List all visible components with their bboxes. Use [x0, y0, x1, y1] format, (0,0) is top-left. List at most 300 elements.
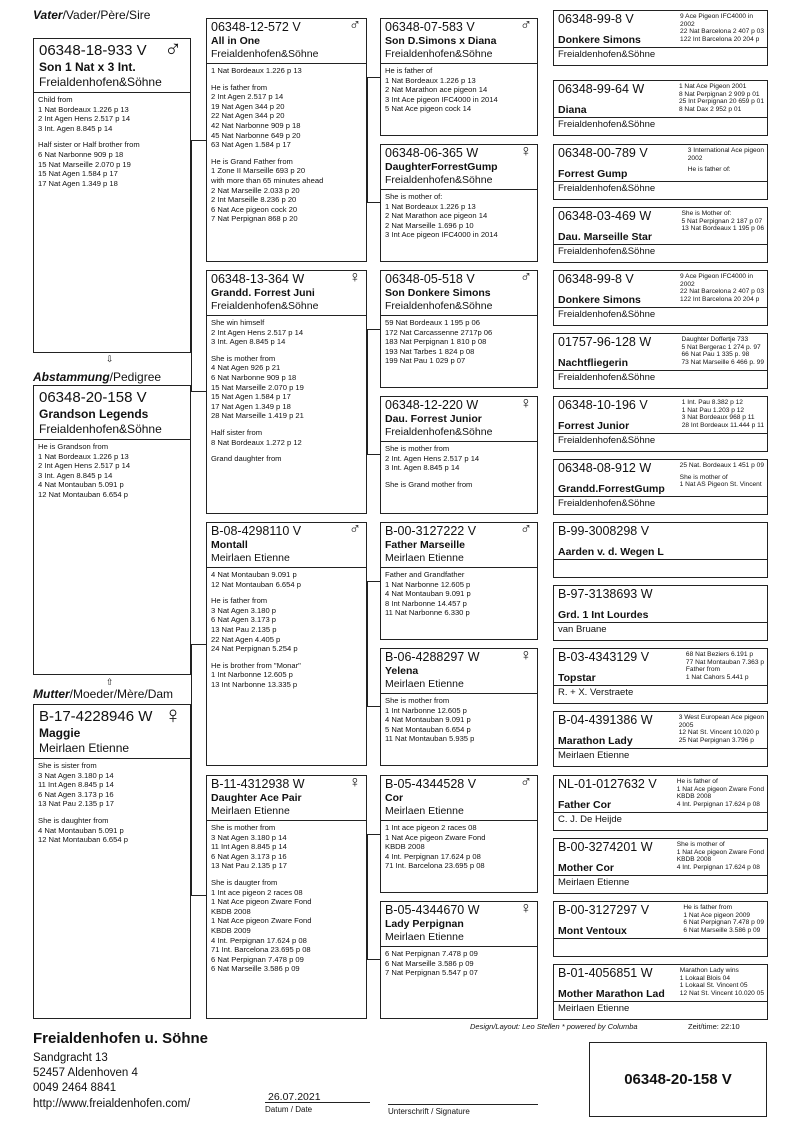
note-line: 3 Int. Agen 8.845 p 14 [38, 123, 113, 133]
mother-ring-number: B-17-4228946 W [39, 708, 153, 725]
note-line: 4 Nat Montauban 5.091 p [38, 480, 124, 490]
note-line: KBDB 2008 [676, 856, 712, 864]
female-icon: ♀ [520, 144, 532, 160]
note-line: She is mother of: [385, 192, 443, 201]
father-ring-number: 06348-18-933 V [39, 42, 147, 59]
note-line: 4 Int. Perpignan 17.624 p 08 [676, 863, 760, 871]
note-line: 4 Nat Montauban 9.091 p [385, 715, 471, 725]
mother-name: Maggie [39, 726, 81, 740]
ring-number: NL-01-0127632 V [558, 777, 657, 791]
note-line: 2 Nat Marseille 2.033 p 20 [211, 185, 300, 195]
female-icon: ♀ [164, 704, 182, 729]
note-line: She is mother from [385, 444, 450, 453]
ring-number: 01757-96-128 W [558, 335, 652, 349]
note-line: 3 Int Ace pigeon IFC4000 in 2014 [385, 230, 498, 240]
note-line: 2002 [680, 20, 695, 28]
breeder-name: R. + X. Verstraete [554, 685, 767, 699]
card-header [207, 19, 366, 64]
note-line: 68 Nat Beziers 6.191 p [685, 651, 753, 658]
father-notes [34, 93, 190, 190]
note-line: 1 Nat Bordeaux 1.226 p 13 [38, 451, 129, 461]
note-line: 3 Nat Bordeaux 968 p 11 [681, 414, 755, 422]
note-line: 17 Nat Agen 1.349 p 18 [211, 401, 291, 411]
grandparent-card [206, 270, 367, 514]
ring-number: 06348-06-365 W [385, 146, 479, 160]
note-line: He is Grand Father from [211, 156, 293, 166]
ring-number: B-00-3274201 W [558, 840, 653, 854]
ring-number: 06348-99-64 W [558, 82, 645, 96]
card-header [554, 586, 767, 637]
side-notes [683, 904, 764, 934]
note-line: 15 Nat Agen 1.584 p 17 [211, 392, 291, 402]
breeder-name: Meirlaen Etienne [385, 805, 464, 817]
note-line: 71 Int. Barcelona 23.695 p 08 [385, 861, 485, 871]
breeder-name: Freialdenhofen&Söhne [554, 370, 767, 384]
note-line: 25 Int Perpignan 20 659 p 01 [678, 98, 764, 106]
ring-number: 06348-99-8 V [558, 272, 634, 286]
connector-line [367, 834, 380, 960]
ancestor-card [553, 522, 768, 578]
breeder-name: Freialdenhofen&Söhne [211, 300, 319, 312]
note-line: 183 Nat Perpignan 1 810 p 08 [385, 337, 487, 347]
note-line: Marathon Lady wins [679, 967, 739, 974]
note-line: 1 Lokaal St. Vincent 05 [679, 982, 748, 990]
note-line: 1 Nat Ace pigeon 2009 [683, 911, 751, 919]
note-line: 1 Nat Ace Pigeon 2001 [678, 83, 747, 90]
note-line: 6 Nat Marseille 3.586 p 09 [683, 926, 761, 934]
ancestor-card [553, 964, 768, 1020]
side-notes [677, 841, 764, 871]
note-line: 6 Nat Agen 3.173 p 16 [211, 851, 287, 861]
father-breeder: Freialdenhofen&Söhne [39, 75, 162, 89]
note-line: 3 International Ace pigeon [687, 147, 764, 154]
note-line: 15 Nat Agen 1.584 p 17 [38, 169, 118, 179]
mother-breeder: Meirlaen Etienne [39, 741, 130, 755]
note-line: He is father of [676, 778, 718, 785]
breeder-name: Freialdenhofen&Söhne [554, 496, 767, 510]
note-line: 4 Int. Perpignan 17.624 p 08 [211, 935, 307, 945]
note-line: 1 Nat Ace pigeon Zware Fond [385, 832, 486, 842]
note-line: 5 Nat Montauban 6.654 p [385, 724, 471, 734]
note-line: She is Mother of: [681, 210, 732, 217]
ancestor-card [553, 10, 768, 66]
pedigree-card [33, 385, 191, 675]
ancestor-card [553, 396, 768, 452]
note-line: He is father of: [687, 166, 731, 174]
note-line: 22 Nat Agen 344 p 20 [211, 111, 285, 121]
note-line: 2 Int. Agen Hens 2.517 p 14 [385, 453, 480, 463]
note-line: KBDB 2008 [385, 842, 425, 852]
breeder-name: Freialdenhofen&Söhne [554, 181, 767, 195]
card-notes [381, 568, 537, 620]
note-line: 12 Nat St. Vincent 10.020 05 [679, 989, 764, 997]
note-line: 28 Nat Marseille 1.419 p 21 [211, 411, 304, 421]
pigeon-name: Forrest Gump [558, 168, 628, 180]
grandparent-card [206, 18, 367, 262]
note-line: 45 Nat Narbonne 649 p 20 [211, 130, 301, 140]
breeder-name: van Bruane [554, 622, 767, 636]
card-header [381, 649, 537, 694]
card-notes [207, 568, 366, 692]
mother-card [33, 704, 191, 1019]
card-notes [207, 821, 366, 976]
breeder-name: Meirlaen Etienne [211, 805, 290, 817]
pedigree-role-label: Abstammung/Pedigree [33, 370, 162, 384]
breeder-name: Meirlaen Etienne [211, 552, 290, 564]
note-line: 8 Nat Bordeaux 1.272 p 12 [211, 437, 302, 447]
father-card [33, 38, 191, 353]
pigeon-name: Dau. Marseille Star [558, 231, 652, 243]
grandparent-card [206, 775, 367, 1019]
card-header [554, 523, 767, 561]
note-line: 1 Int. Pau 8.382 p 12 [681, 399, 743, 406]
pedigree-ring-number: 06348-20-158 V [39, 389, 147, 406]
note-line: 7 Nat Perpignan 5.547 p 07 [385, 968, 478, 978]
note-line: 3 Nat Agen 3.180 p 14 [211, 832, 287, 842]
note-line: 8 Nat Dax 2 952 p 01 [678, 105, 742, 113]
ancestor-card [553, 270, 768, 326]
breeder-name: Meirlaen Etienne [385, 931, 464, 943]
ring-number: 06348-13-364 W [211, 272, 305, 286]
pedigree-breeder: Freialdenhofen&Söhne [39, 422, 162, 436]
pigeon-name: Mother Marathon Lad [558, 988, 665, 1000]
note-line: 122 Int Barcelona 20 204 p [680, 295, 760, 303]
side-notes [679, 714, 764, 744]
note-line: She is mother of [676, 841, 725, 848]
note-line: 172 Nat Carcassenne 2717p 06 [385, 327, 493, 337]
ring-number: B-00-3127222 V [385, 524, 477, 538]
pigeon-name: Father Marseille [385, 539, 465, 551]
arrow-up-icon: ⇧ [106, 677, 114, 687]
note-line: 6 Nat Marseille 3.586 p 09 [211, 964, 300, 974]
female-icon: ♀ [520, 396, 532, 412]
note-line: 1 Nat Ace pigeon Zware Fond [211, 897, 312, 907]
pigeon-name: Cor [385, 792, 404, 804]
note-line [38, 809, 186, 816]
note-line: 1 Int Narbonne 12.605 p [385, 705, 467, 715]
great-grandparent-card [380, 775, 538, 893]
note-line: 5 Nat Perpignan 2 187 p 07 [681, 217, 763, 225]
note-line: 2 Int Agen Hens 2.517 p 14 [38, 461, 131, 471]
note-line: 13 Int Narbonne 13.335 p [211, 679, 298, 689]
breeder-name [554, 559, 767, 560]
pigeon-name: Donkere Simons [558, 294, 641, 306]
male-icon: ♂ [349, 522, 361, 538]
ancestor-card [553, 838, 768, 894]
note-line: 2 Nat Marathon ace pigeon 14 [385, 211, 488, 221]
note-line: KBDB 2008 [676, 793, 712, 801]
connector-line [367, 581, 380, 707]
note-line: 2002 [687, 154, 703, 162]
note-line: 13 Nat Bordeaux 1 195 p 06 [681, 225, 764, 233]
note-line: 77 Nat Montauban 7.363 p [685, 658, 764, 666]
address-line: 52457 Aldenhoven 4 [33, 1067, 138, 1079]
note-line: 4 Nat Montauban 9.091 p [385, 589, 471, 599]
great-grandparent-card [380, 648, 538, 766]
note-line: 1 Nat Ace pigeon Zware Fond [211, 916, 312, 926]
side-notes [682, 210, 764, 233]
note-line: 4 Nat Montauban 5.091 p [38, 825, 124, 835]
note-line: Half sister or Half brother from [38, 140, 140, 150]
note-line: 66 Nat Pau 1 335 p. 98 [681, 351, 750, 359]
card-notes [381, 442, 537, 491]
note-line: 2005 [678, 721, 694, 729]
note-line: KBDB 2009 [211, 925, 251, 935]
grandparent-card [206, 522, 367, 766]
note-line: 1 Nat Cahors 5.441 p [685, 673, 749, 681]
ring-number: B-03-4343129 V [558, 650, 650, 664]
ring-number: 06348-05-518 V [385, 272, 475, 286]
breeder-name: Freialdenhofen&Söhne [554, 47, 767, 61]
note-line: 22 Nat Barcelona 2 407 p 03 [680, 288, 764, 296]
ring-number: 06348-00-789 V [558, 146, 648, 160]
breeder-name: Freialdenhofen&Söhne [385, 426, 493, 438]
great-grandparent-card [380, 18, 538, 136]
pigeon-name: Grandd.ForrestGump [558, 483, 665, 495]
note-line: 5 Nat Ace pigeon cock 14 [385, 104, 472, 114]
note-line: 11 Nat Montauban 5.935 p [385, 734, 475, 744]
card-notes [381, 64, 537, 116]
note-line: 1 Nat Pau 1.203 p 12 [681, 406, 745, 414]
side-notes [680, 967, 764, 997]
ring-number: 06348-12-220 W [385, 398, 479, 412]
ring-number: 06348-03-469 W [558, 209, 652, 223]
ancestor-card [553, 459, 768, 515]
card-header [381, 902, 537, 947]
note-line: 6 Nat Narbonne 909 p 18 [38, 149, 124, 159]
note-line: 59 Nat Bordeaux 1 195 p 06 [385, 318, 480, 327]
breeder-name: Freialdenhofen&Söhne [385, 300, 493, 312]
note-line: 12 Nat Montauban 6.654 p [38, 835, 128, 845]
card-header [381, 271, 537, 316]
great-grandparent-card [380, 522, 538, 640]
father-role-label: Vater/Vader/Père/Sire [33, 8, 151, 22]
card-notes [381, 947, 537, 980]
note-line: 9 Ace Pigeon IFC4000 in [680, 13, 753, 20]
note-line: 1 Nat Ace pigeon Zware Fond [676, 785, 764, 793]
pigeon-name: Son Donkere Simons [385, 287, 491, 299]
connector-line [367, 329, 380, 455]
note-line: 4 Nat Montauban 9.091 p [211, 570, 297, 579]
pigeon-name: Nachtfliegerin [558, 357, 629, 369]
pedigree-header [34, 386, 190, 440]
note-line: 1 Int ace pigeon 2 races 08 [385, 823, 477, 832]
breeder-name [554, 938, 767, 939]
ring-number: 06348-10-196 V [558, 398, 648, 412]
connector-line [191, 644, 206, 896]
ring-number: B-99-3008298 V [558, 524, 650, 538]
female-icon: ♀ [520, 901, 532, 917]
ring-number: B-04-4391386 W [558, 713, 653, 727]
note-line: He is Grandson from [38, 442, 109, 451]
print-date: 26.07.2021 [268, 1091, 321, 1103]
great-grandparent-card [380, 901, 538, 1019]
date-label: Datum / Date [265, 1102, 370, 1114]
breeder-name: Freialdenhofen&Söhne [385, 48, 493, 60]
side-notes [680, 273, 764, 303]
side-notes [677, 778, 764, 808]
note-line: 1 Lokaal Blois 04 [679, 974, 731, 982]
note-line: 2 Nat Marathon ace pigeon 14 [385, 85, 488, 95]
note-line: 13 Nat Pau 2.135 p 17 [38, 799, 114, 809]
card-header [381, 523, 537, 568]
note-line: He is father from [211, 596, 268, 606]
side-notes [686, 651, 764, 681]
male-icon: ♂ [520, 18, 532, 34]
note-line: 24 Nat Perpignan 5.254 p [211, 644, 298, 654]
note-line: 8 Nat Perpignan 2 909 p 01 [678, 90, 760, 98]
note-line: 3 Int. Agen 8.845 p 14 [385, 463, 460, 473]
note-line: 1 Zone II Marseille 693 p 20 [211, 166, 306, 176]
pigeon-name: Mont Ventoux [558, 925, 627, 937]
female-icon: ♀ [520, 648, 532, 664]
pigeon-name: Donkere Simons [558, 34, 641, 46]
note-line: She is sister from [38, 761, 97, 770]
great-grandparent-card [380, 144, 538, 262]
ring-number: B-05-4344528 V [385, 777, 477, 791]
note-line: She is Grand mother from [385, 479, 473, 489]
ring-number: B-01-4056851 W [558, 966, 653, 980]
note-line: 6 Nat Perpignan 7.478 p 09 [385, 949, 478, 958]
note-line: He is father from [211, 82, 268, 92]
loft-name: Freialdenhofen u. Söhne [33, 1030, 209, 1047]
note-line: Grand daughter from [211, 454, 282, 464]
side-notes [682, 399, 764, 429]
note-line: Half sister from [211, 427, 263, 437]
ancestor-card [553, 711, 768, 767]
female-icon: ♀ [349, 775, 361, 791]
note-line: 2002 [680, 280, 695, 288]
pigeon-name: Marathon Lady [558, 735, 633, 747]
note-line: 1 Nat Ace pigeon Zware Fond [676, 848, 764, 856]
male-icon: ♂ [520, 775, 532, 791]
note-line: 1 Nat Bordeaux 1.226 p 13 [385, 75, 476, 85]
pigeon-name: Aarden v. d. Wegen L [558, 546, 664, 558]
note-line: 6 Nat Perpignan 7.478 p 09 [211, 954, 304, 964]
note-line: 22 Nat Agen 4.405 p [211, 634, 281, 644]
note-line: 19 Nat Agen 344 p 20 [211, 101, 285, 111]
connector-line [367, 77, 380, 203]
male-icon: ♂ [520, 522, 532, 538]
note-line: Father from [685, 666, 720, 674]
side-notes [682, 336, 764, 366]
note-line: She is daughter from [38, 815, 109, 825]
note-line: She win himself [211, 318, 265, 327]
connector-line [191, 140, 206, 392]
note-line: 3 Nat Agen 3.180 p 14 [38, 770, 114, 780]
note-line: 193 Nat Tarbes 1 824 p 08 [385, 346, 475, 356]
note-line: 42 Nat Narbonne 909 p 18 [211, 120, 301, 130]
breeder-name: Freialdenhofen&Söhne [385, 174, 493, 186]
pigeon-name: All in One [211, 35, 261, 47]
pigeon-name: Daughter Ace Pair [211, 792, 302, 804]
note-line: 1 Int ace pigeon 2 races 08 [211, 887, 303, 897]
note-line: 1 Nat Bordeaux 1.226 p 13 [385, 201, 476, 211]
card-notes [381, 190, 537, 242]
ancestor-card [553, 207, 768, 263]
card-header [381, 19, 537, 64]
note-line: She is mother from [211, 823, 276, 832]
pedigree-ring-box: 06348-20-158 V [589, 1042, 767, 1117]
note-line: 2 Int Agen Hens 2.517 p 14 [211, 327, 304, 337]
ancestor-card [553, 775, 768, 831]
note-line: 9 Ace Pigeon IFC4000 in [680, 273, 753, 280]
note-line [211, 871, 362, 878]
breeder-name: C. J. De Heijde [554, 812, 767, 826]
note-line: 11 Nat Narbonne 6.330 p [385, 608, 470, 618]
note-line [211, 347, 362, 354]
note-line: 22 Nat Barcelona 2 407 p 03 [680, 28, 764, 36]
breeder-name: Freialdenhofen&Söhne [554, 117, 767, 131]
note-line: 6 Nat Agen 3.173 p [211, 615, 277, 625]
note-line: KBDB 2008 [211, 906, 251, 916]
note-line: She is mother from [385, 696, 450, 705]
ring-number: B-06-4288297 W [385, 650, 480, 664]
note-line: 6 Nat Narbonne 909 p 18 [211, 372, 297, 382]
note-line: 6 Nat Perpignan 7.478 p 09 [683, 919, 764, 927]
arrow-down-icon: ⇩ [106, 354, 114, 364]
breeder-name: Freialdenhofen&Söhne [554, 433, 767, 447]
note-line: 1 Nat AS Pigeon St. Vincent [679, 481, 762, 489]
note-line [211, 654, 362, 661]
ring-number: 06348-07-583 V [385, 20, 475, 34]
note-line: 5 Nat Bergerac 1 274 p. 97 [681, 343, 761, 351]
pigeon-name: Yelena [385, 665, 419, 677]
note-line: 15 Nat Marseille 2.070 p 19 [211, 382, 304, 392]
note-line: 63 Nat Agen 1.584 p 17 [211, 140, 291, 150]
note-line: 12 Nat Montauban 6.654 p [211, 579, 301, 589]
father-name: Son 1 Nat x 3 Int. [39, 60, 136, 74]
website-link[interactable]: http://www.freialdenhofen.com/ [33, 1098, 191, 1110]
note-line: He is brother from "Monar" [211, 660, 301, 670]
note-line: 6 Nat Marseille 3.586 p 09 [385, 958, 474, 968]
address-line: Sandgracht 13 [33, 1052, 108, 1064]
card-notes [207, 64, 366, 226]
note-line: 13 Nat Pau 2.135 p 17 [211, 861, 287, 871]
note-line: with more than 65 minutes ahead [211, 175, 324, 185]
note-line: 25 Nat Perpignan 3.796 p [678, 736, 754, 744]
breeder-name: Freialdenhofen&Söhne [211, 48, 319, 60]
card-header [381, 776, 537, 821]
ancestor-card [553, 144, 768, 200]
male-icon: ♂ [520, 270, 532, 286]
note-line: She is mother from [211, 353, 276, 363]
note-line: 2 Int Agen Hens 2.517 p 14 [38, 114, 131, 124]
card-notes [381, 694, 537, 746]
female-icon: ♀ [349, 270, 361, 286]
note-line: 3 Int. Agen 8.845 p 14 [211, 337, 286, 347]
pigeon-name: Grd. 1 Int Lourdes [558, 609, 649, 621]
note-line: 3 Int Ace pigeon IFC4000 in 2014 [385, 94, 498, 104]
side-notes [688, 147, 764, 174]
note-line: 12 Nat St. Vincent 10.020 p [678, 729, 760, 737]
ancestor-card [553, 333, 768, 389]
breeder-name: Freialdenhofen&Söhne [554, 307, 767, 321]
note-line: 17 Nat Agen 1.349 p 18 [38, 178, 118, 188]
breeder-name: Meirlaen Etienne [385, 552, 464, 564]
breeder-name: Meirlaen Etienne [554, 875, 767, 889]
ancestor-card [553, 585, 768, 641]
note-line: Daughter Doffertje 733 [681, 336, 749, 343]
card-notes [381, 821, 537, 873]
card-header [207, 523, 366, 568]
pigeon-name: Father Cor [558, 799, 612, 811]
note-line: 11 Int Agen 8.845 p 14 [38, 780, 114, 790]
breeder-name: Meirlaen Etienne [554, 748, 767, 762]
note-line: 28 Int Bordeaux 11.444 p 11 [681, 421, 764, 429]
ring-number: B-97-3138693 W [558, 587, 653, 601]
pigeon-name: DaughterForrestGump [385, 161, 498, 173]
